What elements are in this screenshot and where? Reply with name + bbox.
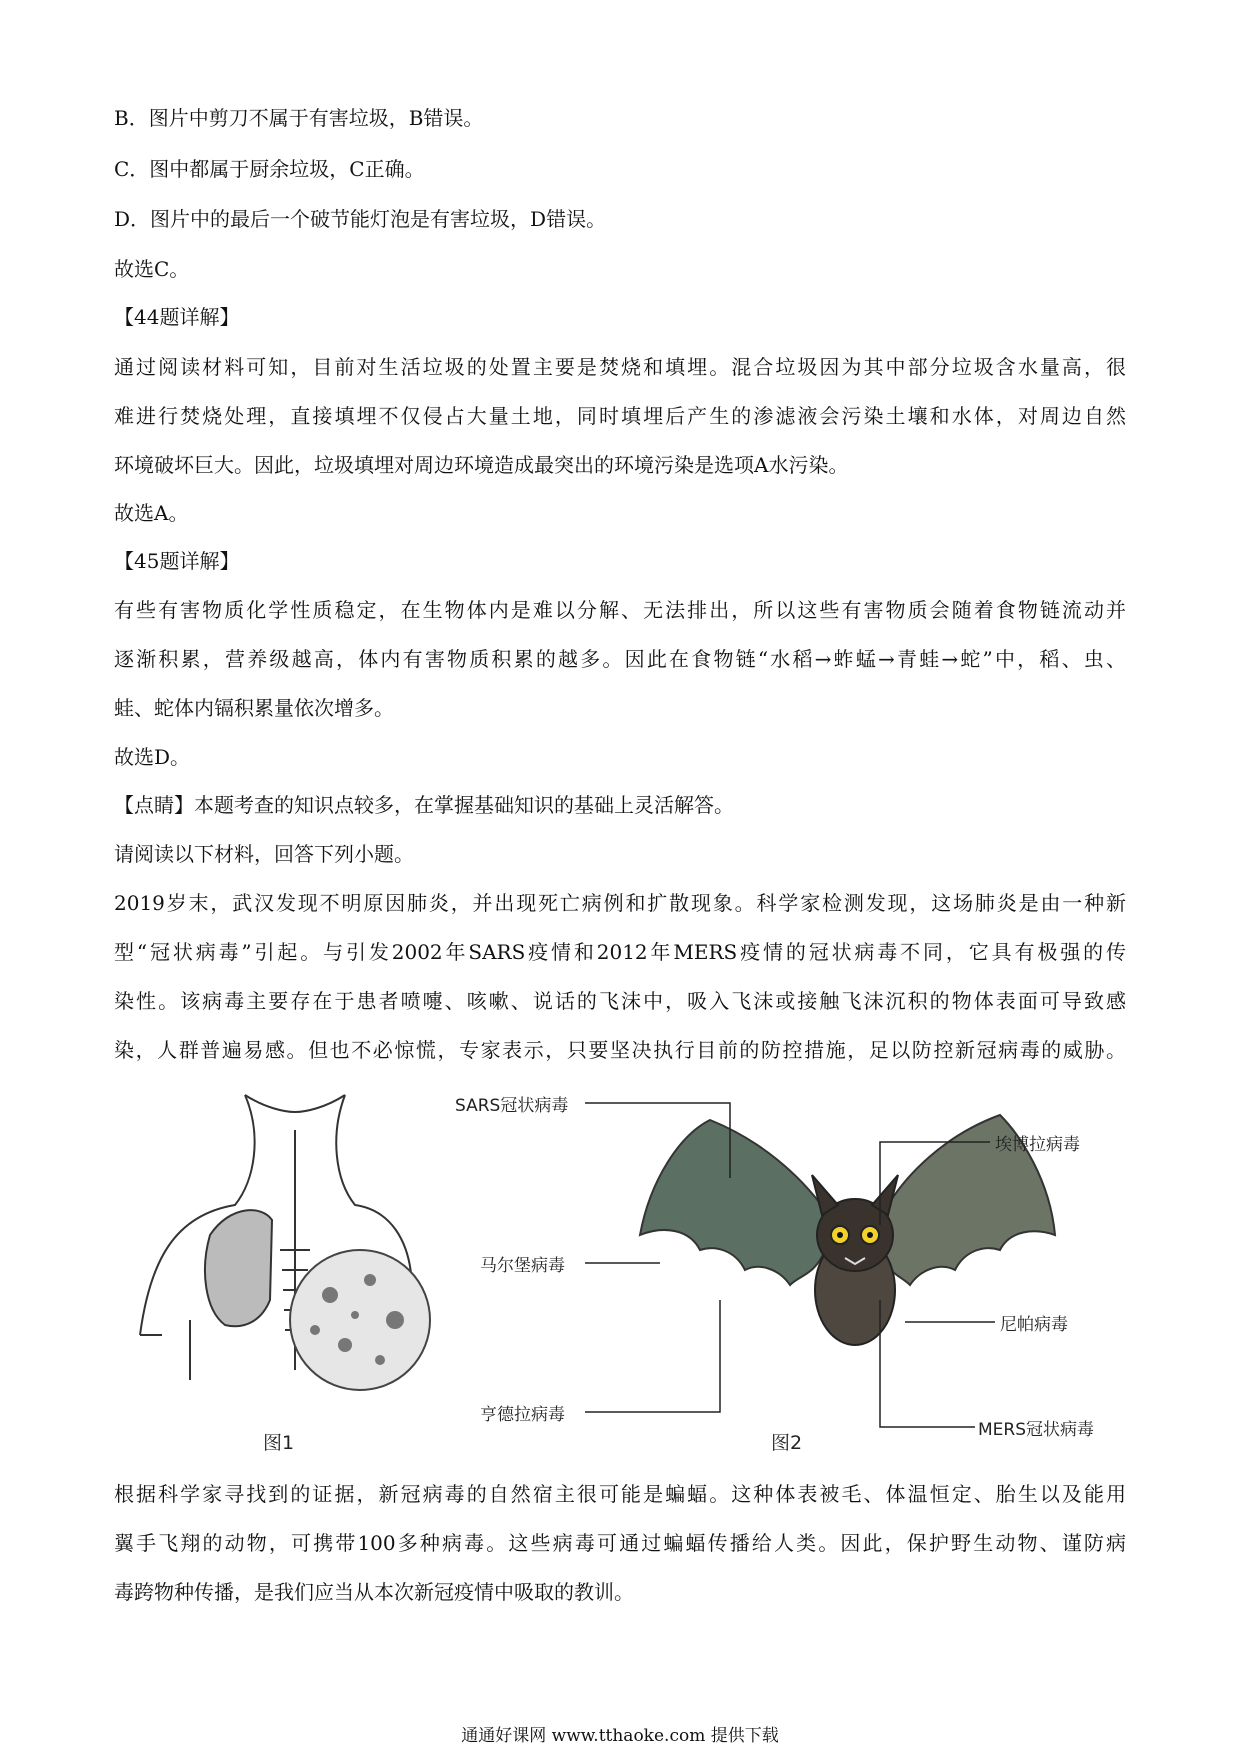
answer-45: 故选D。: [114, 745, 191, 769]
footer-source: 通通好课网 www.tthaoke.com 提供下载: [461, 1726, 779, 1746]
virus-magnified-circle: [290, 1250, 430, 1390]
instruction: 请阅读以下材料，回答下列小题。: [114, 842, 414, 866]
label-nipah: 尼帕病毒: [1000, 1315, 1068, 1335]
explanation-44-line1: 通过阅读材料可知，目前对生活垃圾的处置主要是焚烧和填埋。混合垃圾因为其中部分垃圾含水量高，很: [114, 355, 1126, 379]
explanation-45-line1: 有些有害物质化学性质稳定，在生物体内是难以分解、无法排出，所以这些有害物质会随着食物链流动并: [114, 598, 1126, 622]
bat-illustration: [640, 1115, 1055, 1345]
answer-44: 故选A。: [114, 501, 189, 525]
heading-45: 【45题详解】: [114, 549, 240, 573]
label-marburg: 马尔堡病毒: [480, 1256, 565, 1276]
option-c-text: C．图中都属于厨余垃圾，C正确。: [114, 157, 425, 181]
explanation-45-line3: 蛙、蛇体内镉积累量依次增多。: [114, 696, 394, 720]
explanation-45-line2: 逐渐积累，营养级越高，体内有害物质积累的越多。因此在食物链“水稻→蚱蜢→青蛙→蛇”中，稻、虫、: [114, 647, 1126, 671]
explanation-44-line2: 难进行焚烧处理，直接填埋不仅侵占大量土地，同时填埋后产生的渗滤液会污染土壤和水体，对周边自然: [114, 404, 1126, 428]
heading-44: 【44题详解】: [114, 305, 240, 329]
label-sars: SARS冠状病毒: [455, 1096, 569, 1116]
figure1-caption: 图1: [263, 1432, 295, 1454]
material-line3: 染性。该病毒主要存在于患者喷嚏、咳嗽、说话的飞沫中，吸入飞沫或接触飞沫沉积的物体表面可导致感: [114, 989, 1126, 1013]
answer-43: 故选C。: [114, 257, 190, 281]
option-d-text: D．图片中的最后一个破节能灯泡是有害垃圾，D错误。: [114, 207, 607, 231]
conclusion-line3: 毒跨物种传播，是我们应当从本次新冠疫情中吸取的教训。: [114, 1580, 634, 1604]
material-line2: 型“冠状病毒”引起。与引发2002年SARS疫情和2012年MERS疫情的冠状病毒不同，它具有极强的传: [114, 940, 1126, 964]
option-b-text: B．图片中剪刀不属于有害垃圾，B错误。: [114, 106, 484, 130]
material-line1: 2019岁末，武汉发现不明原因肺炎，并出现死亡病例和扩散现象。科学家检测发现，这场肺炎是由一种新: [114, 891, 1126, 915]
comment: 【点睛】本题考查的知识点较多，在掌握基础知识的基础上灵活解答。: [114, 793, 734, 817]
figure2-caption: 图2: [771, 1432, 803, 1454]
label-hendra: 亨德拉病毒: [480, 1405, 565, 1425]
explanation-44-line3: 环境破坏巨大。因此，垃圾填埋对周边环境造成最突出的环境污染是选项A水污染。: [114, 453, 849, 477]
material-line4: 染，人群普遍易感。但也不必惊慌，专家表示，只要坚决执行目前的防控措施，足以防控新冠病毒的威胁。: [114, 1038, 1126, 1062]
conclusion-line1: 根据科学家寻找到的证据，新冠病毒的自然宿主很可能是蝙蝠。这种体表被毛、体温恒定、胎生以及能用: [114, 1482, 1126, 1506]
label-mers: MERS冠状病毒: [978, 1420, 1095, 1440]
conclusion-line2: 翼手飞翔的动物，可携带100多种病毒。这些病毒可通过蝙蝠传播给人类。因此，保护野生动物、谨防病: [114, 1531, 1126, 1555]
label-ebola: 埃博拉病毒: [995, 1135, 1080, 1155]
